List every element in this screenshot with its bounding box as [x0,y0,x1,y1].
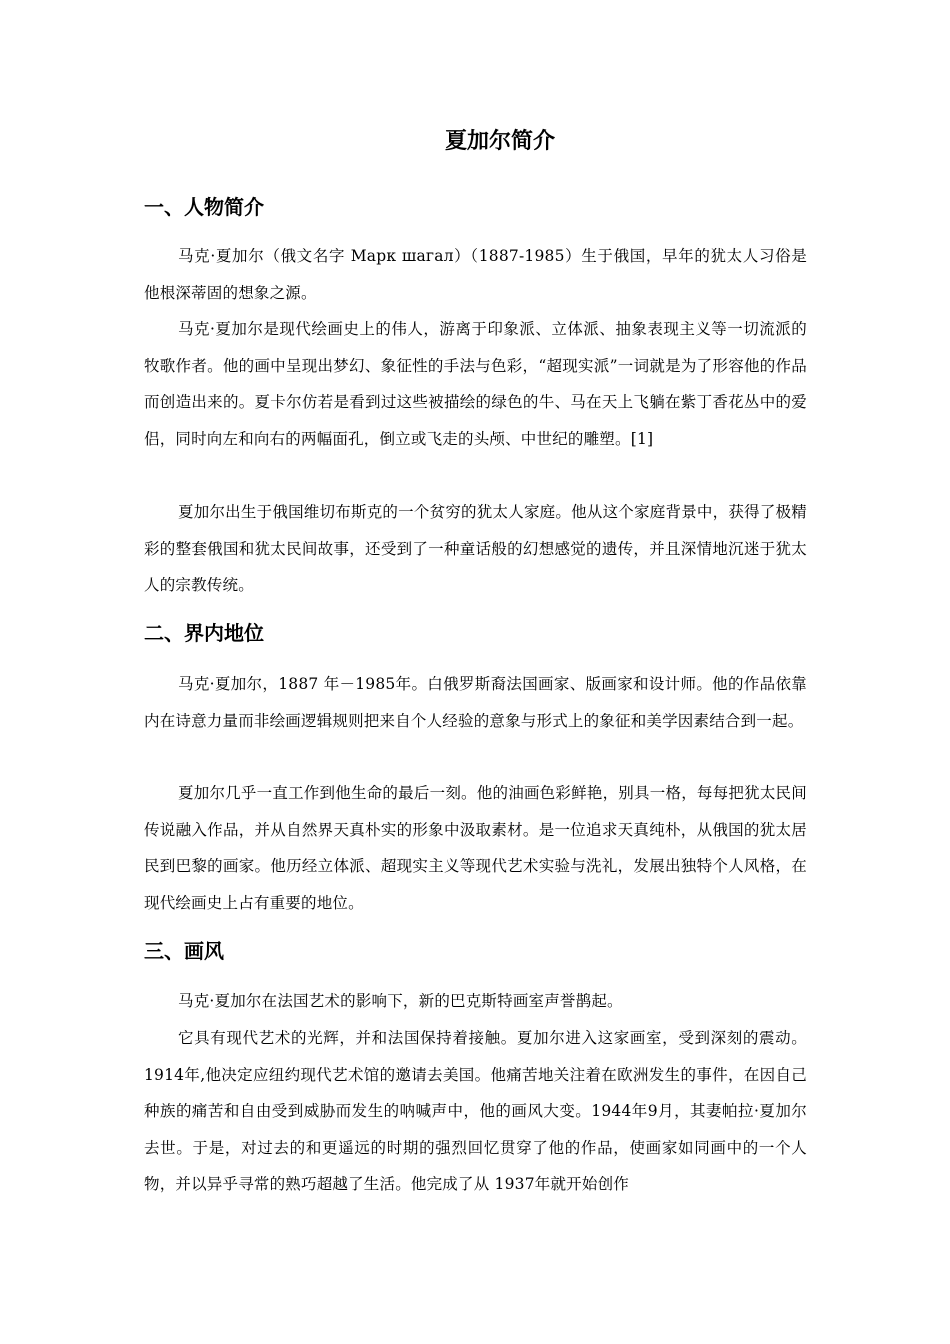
paragraph: 夏加尔几乎一直工作到他生命的最后一刻。他的油画色彩鲜艳，别具一格，每每把犹太民间传说融入作品，并从自然界天真朴实的形象中汲取素材。是一位追求天真纯朴，从俄国的犹太居民到巴黎的画家。他历经立体派、超现实主义等现代艺术实验与洗礼，发展出独特个人风格，在现代绘画史上占有重要的地位。 [144,784,807,912]
page-title: 夏加尔简介 [444,129,555,154]
paragraph: 马克·夏加尔（俄文名字 Марк шагал）（1887-1985）生于俄国，早年的犹太人习俗是他根深蒂固的想象之源。 [144,247,807,302]
section-heading-biography: 一、人物简介 [144,195,264,219]
paragraph: 马克·夏加尔是现代绘画史上的伟人，游离于印象派、立体派、抽象表现主义等一切流派的牧歌作者。他的画中呈现出梦幻、象征性的手法与色彩，“超现实派”一词就是为了形容他的作品而创造出来的。夏卡尔仿若是看到过这些被描绘的绿色的牛、马在天上飞躺在紫丁香花丛中的爱侣，同时向左和向右的两幅面孔，倒立或飞走的头颅、中世纪的雕塑。[1] [144,320,807,448]
paragraph: 夏加尔出生于俄国维切布斯克的一个贫穷的犹太人家庭。他从这个家庭背景中，获得了极精彩的整套俄国和犹太民间故事，还受到了一种童话般的幻想感觉的遗传，并且深情地沉迷于犹太人的宗教传统。 [144,503,807,594]
section-heading-style: 三、画风 [144,939,224,963]
paragraph: 马克·夏加尔，1887 年－1985年。白俄罗斯裔法国画家、版画家和设计师。他的作品依靠内在诗意力量而非绘画逻辑规则把来自个人经验的意象与形式上的象征和美学因素结合到一起。 [144,675,807,730]
paragraph: 它具有现代艺术的光辉，并和法国保持着接触。夏加尔进入这家画室，受到深刻的震动。1914年,他决定应纽约现代艺术馆的邀请去美国。他痛苦地关注着在欧洲发生的事件，在因自己种族的痛苦和自由受到威胁而发生的呐喊声中，他的画风大变。1944年9月，其妻帕拉·夏加尔去世。于是，对过去的和更遥远的时期的强烈回忆贯穿了他的作品，使画家如同画中的一个人物，并以异乎寻常的熟巧超越了生活。他完成了从 1937年就开始创作 [144,1029,807,1193]
section-heading-status: 二、界内地位 [144,621,264,645]
paragraph: 马克·夏加尔在法国艺术的影响下，新的巴克斯特画室声誉鹊起。 [178,992,623,1010]
